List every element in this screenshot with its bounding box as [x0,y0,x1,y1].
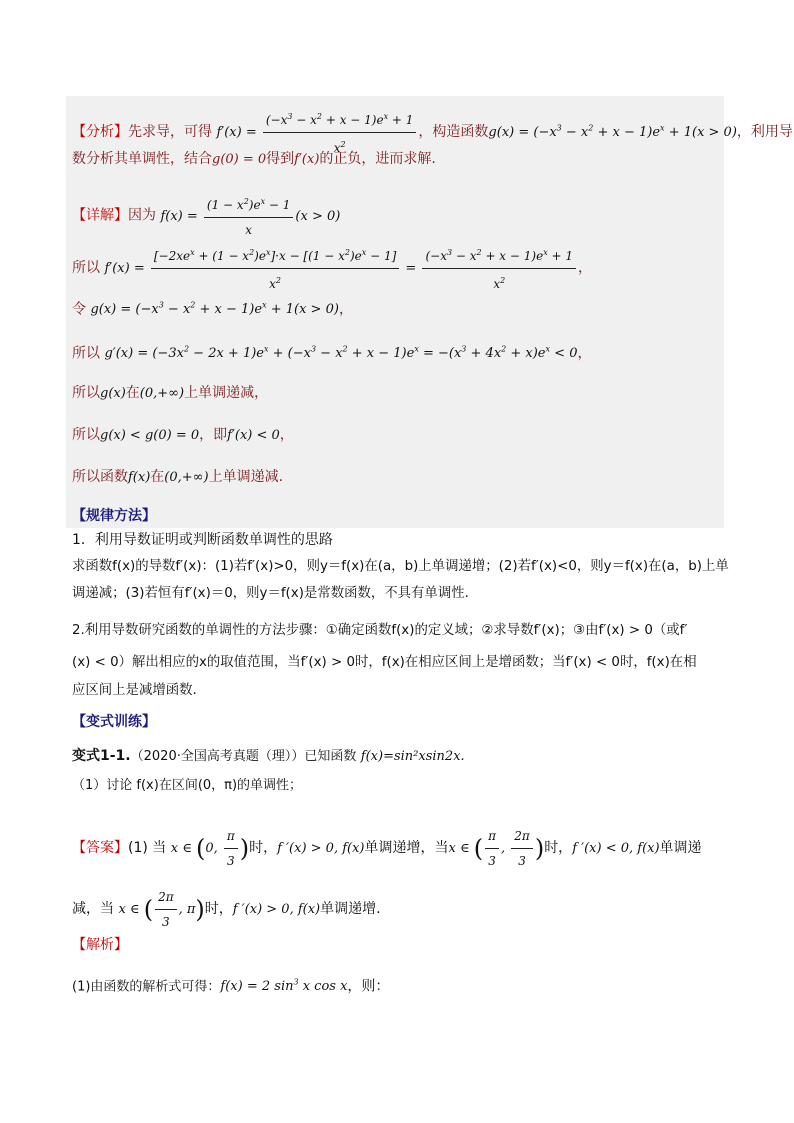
detail-line-2: 所以 f′(x) = $\frac{[-2xe^x + (1 - x^2)e^x]\cdot x - [(1 - x^2)e^x - 1]}{x^2}$ = $\frac{(-x^3 - x^2 + x - 1)e^x + 1}{x^2}$ ， [72,243,592,294]
rules-item1-line2: 调递减；(3)若恒有f′(x)＝0，则y＝f(x)是常数函数，不具有单调性． [72,586,478,601]
detail-line-4: 所以 $g'(x) = (-3x^2 - 2x + 1)e^x + (-x^3 - x^2 + x - 1)e^x = -(x^3 + 4x^2 + x)e^x < 0$， [72,345,592,362]
rules-heading: 【规律方法】 [72,508,156,524]
rules-item1-title: 1．利用导数证明或判断函数单调性的思路 [72,532,333,548]
rules-item2-line1: 2.利用导数研究函数的单调性的方法步骤：①确定函数f(x)的定义域；②求导数f′(x)；③由f′(x) > 0（或f′ [72,623,688,638]
answer-tag: 【答案】 [72,840,128,856]
rules-item2-line2: (x) < 0）解出相应的x的取值范围，当f′(x) > 0时，f(x)在相应区间上是增函数；当f′(x) < 0时，f(x)在相 [72,655,697,670]
detail-line-1: 【详解】因为 f(x) = $\frac{(1 - x^2)e^x - 1}{x}$ (x > 0) [72,192,340,240]
answer-line-1: 【答案】(1) 当 x ∈ (0, $\frac{\pi}{3}$ )时，f ′(x) > 0, f(x)单调递增，当x ∈ ( $\frac{\pi}{3}$ , $\frac{2\pi}{3}$ )时，f ′(x) < 0, f(x)单调递 [72,826,702,871]
analysis-solution-tag: 【解析】 [72,937,128,953]
variant-question-1: （1）讨论 f(x)在区间(0，π)的单调性； [72,778,303,793]
analysis-tag: 【分析】 [72,124,128,140]
rules-item2-line3: 应区间上是减增函数. [72,683,197,698]
detail-line-5: 所以g(x)在(0,+∞)上单调递减， [72,385,269,401]
answer-line-2: 减，当 x ∈ ( $\frac{2\pi}{3}$ , π)时，f ′(x) > 0, f(x)单调递增. [72,887,381,932]
solution-line-1: (1)由函数的解析式可得：f(x) = 2 $\sin^3 x$ cos x，则： [72,978,390,995]
variant-heading: 【变式训练】 [72,714,156,730]
detail-line-7: 所以函数f(x)在(0,+∞)上单调递减. [72,469,284,485]
analysis-line-1: 【分析】先求导，可得 f′(x) = $\frac{(-x^3 - x^2 + x - 1)e^x + 1}{x^2}$ ，构造函数$g(x) = (-x^3 - x^2 + x - 1)e^x + 1(x > 0)$，利用导 [72,107,793,158]
detail-line-3: 令 $g(x) = (-x^3 - x^2 + x - 1)e^x + 1(x > 0)$， [72,301,353,318]
rules-item1-line1: 求函数f(x)的导数f′(x)：(1)若f′(x)>0，则y＝f(x)在(a，b)上单调递增；(2)若f′(x)<0，则y＝f(x)在(a，b)上单 [72,559,729,574]
detail-tag: 【详解】 [72,207,128,224]
variant-title: 变式1-1.（2020·全国高考真题（理））已知函数 f(x)=sin²xsin2x. [72,748,465,764]
analysis-line-2: 数分析其单调性，结合g(0) = 0得到f′(x)的正负，进而求解. [72,151,436,167]
derivative-fraction: f′(x) = $\frac{(-x^3 - x^2 + x - 1)e^x + 1}{x^2}$ [216,125,418,140]
detail-line-6: 所以g(x) < g(0) = 0，即f′(x) < 0， [72,427,294,443]
